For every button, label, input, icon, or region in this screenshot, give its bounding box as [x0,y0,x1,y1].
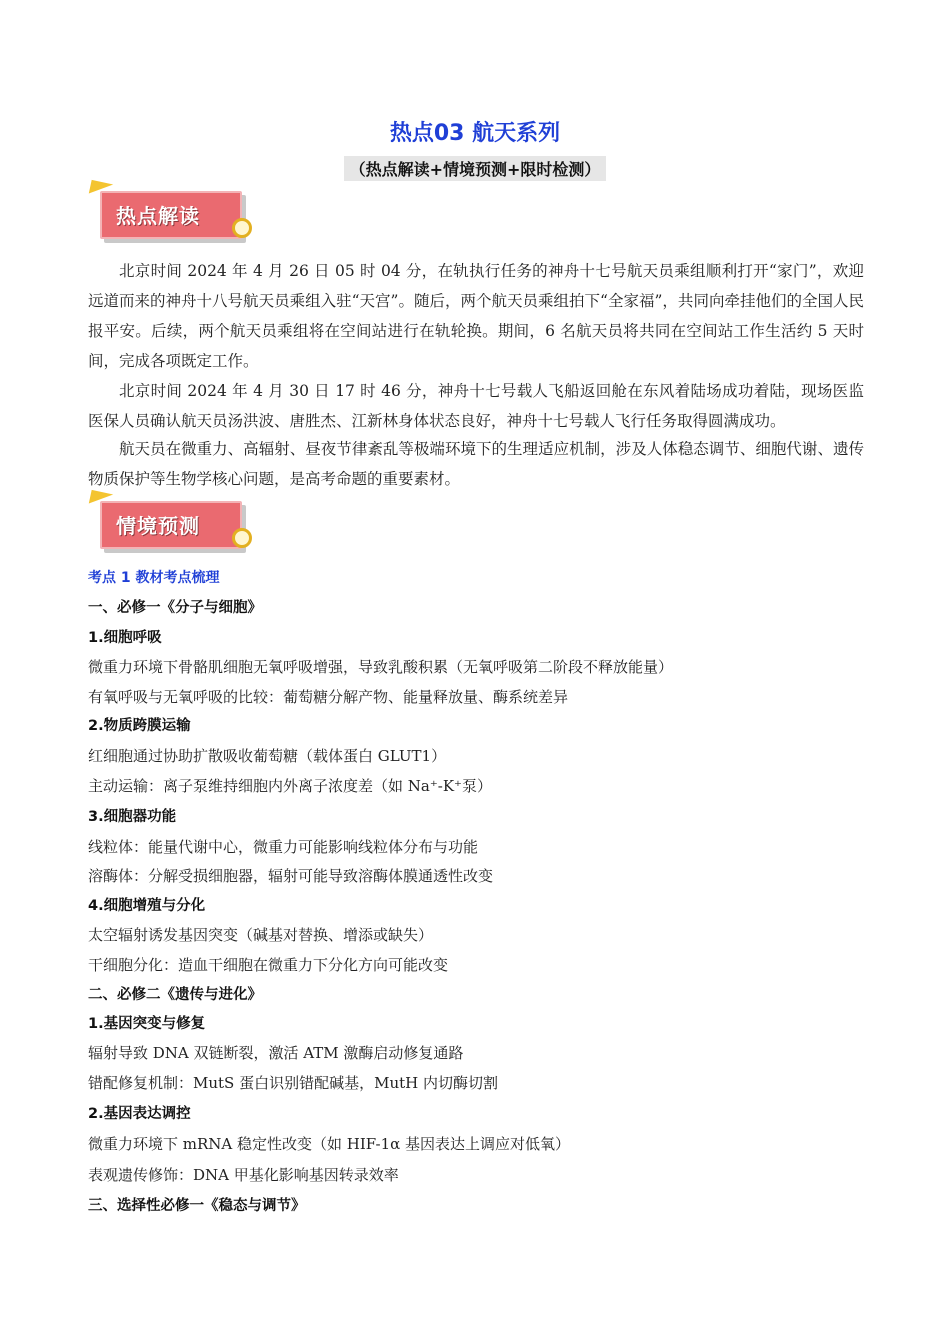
chapter-heading: 二、必修二《遗传与进化》 [88,987,262,1003]
paragraph-2: 北京时间 2024 年 4 月 30 日 17 时 46 分，神舟十七号载人飞船返回舱在东风着陆场成功着陆，现场医监医保人员确认航天员汤洪波、唐胜杰、江新林身体状态良好，神舟十七号载人飞行任务取得圆满成功。 [88,382,864,430]
paragraph-1: 北京时间 2024 年 4 月 26 日 05 时 04 分，在轨执行任务的神舟十七号航天员乘组顺利打开“家门”，欢迎远道而来的神舟十八号航天员乘组入驻“天宫”。随后，两个航天员乘组拍下“全家福”，共同向牵挂他们的全国人民报平安。后续，两个航天员乘组将在空间站进行在轨轮换。期间，6 名航天员将共同在空间站工作生活约 5 天时间，完成各项既定工作。 [88,262,864,370]
outline-item: 微重力环境下骨骼肌细胞无氧呼吸增强，导致乳酸积累（无氧呼吸第二阶段不释放能量） [88,658,674,676]
ring-icon [232,218,252,238]
outline-item: 太空辐射诱发基因突变（碱基对替换、增添或缺失） [88,926,434,944]
outline-item: 干细胞分化：造血干细胞在微重力下分化方向可能改变 [88,956,449,974]
outline-item: 微重力环境下 mRNA 稳定性改变（如 HIF-1α 基因表达上调应对低氧） [88,1135,571,1153]
outline-item: 表观遗传修饰：DNA 甲基化影响基因转录效率 [88,1166,399,1184]
page-title: 热点03 航天系列 [389,121,561,146]
outline-item: 错配修复机制：MutS 蛋白识别错配碱基，MutH 内切酶切割 [88,1074,498,1092]
topic-heading: 2.基因表达调控 [88,1106,191,1122]
outline-item: 红细胞通过协助扩散吸收葡萄糖（载体蛋白 GLUT1） [88,747,447,765]
badge-label: 情境预测 [116,514,200,538]
badge-hot-reading [98,186,258,252]
topic-heading: 1.细胞呼吸 [88,630,162,646]
topic-heading: 1.基因突变与修复 [88,1016,206,1032]
badge-label: 热点解读 [116,204,200,228]
chapter-heading: 三、选择性必修一《稳态与调节》 [88,1198,306,1214]
topic-heading: 4.细胞增殖与分化 [88,898,206,914]
flag-icon [89,180,113,198]
topic-heading: 2.物质跨膜运输 [88,718,191,734]
outline-item: 有氧呼吸与无氧呼吸的比较：葡萄糖分解产物、能量释放量、酶系统差异 [88,688,569,706]
outline-item: 辐射导致 DNA 双链断裂，激活 ATM 激酶启动修复通路 [88,1044,464,1062]
outline-item: 溶酶体：分解受损细胞器，辐射可能导致溶酶体膜通透性改变 [88,867,494,885]
topic-heading: 3.细胞器功能 [88,809,177,825]
section-heading: 考点 1 教材考点梳理 [88,570,220,586]
badge-scenario-prediction [98,496,258,562]
paragraph-3: 航天员在微重力、高辐射、昼夜节律紊乱等极端环境下的生理适应机制，涉及人体稳态调节、细胞代谢、遗传物质保护等生物学核心问题，是高考命题的重要素材。 [88,440,864,488]
ring-icon [232,528,252,548]
outline-item: 主动运输：离子泵维持细胞内外离子浓度差（如 Na⁺-K⁺泵） [88,777,492,795]
outline-item: 线粒体：能量代谢中心，微重力可能影响线粒体分布与功能 [88,838,479,856]
chapter-heading: 一、必修一《分子与细胞》 [88,600,262,616]
page-subtitle: （热点解读+情境预测+限时检测） [344,156,607,181]
